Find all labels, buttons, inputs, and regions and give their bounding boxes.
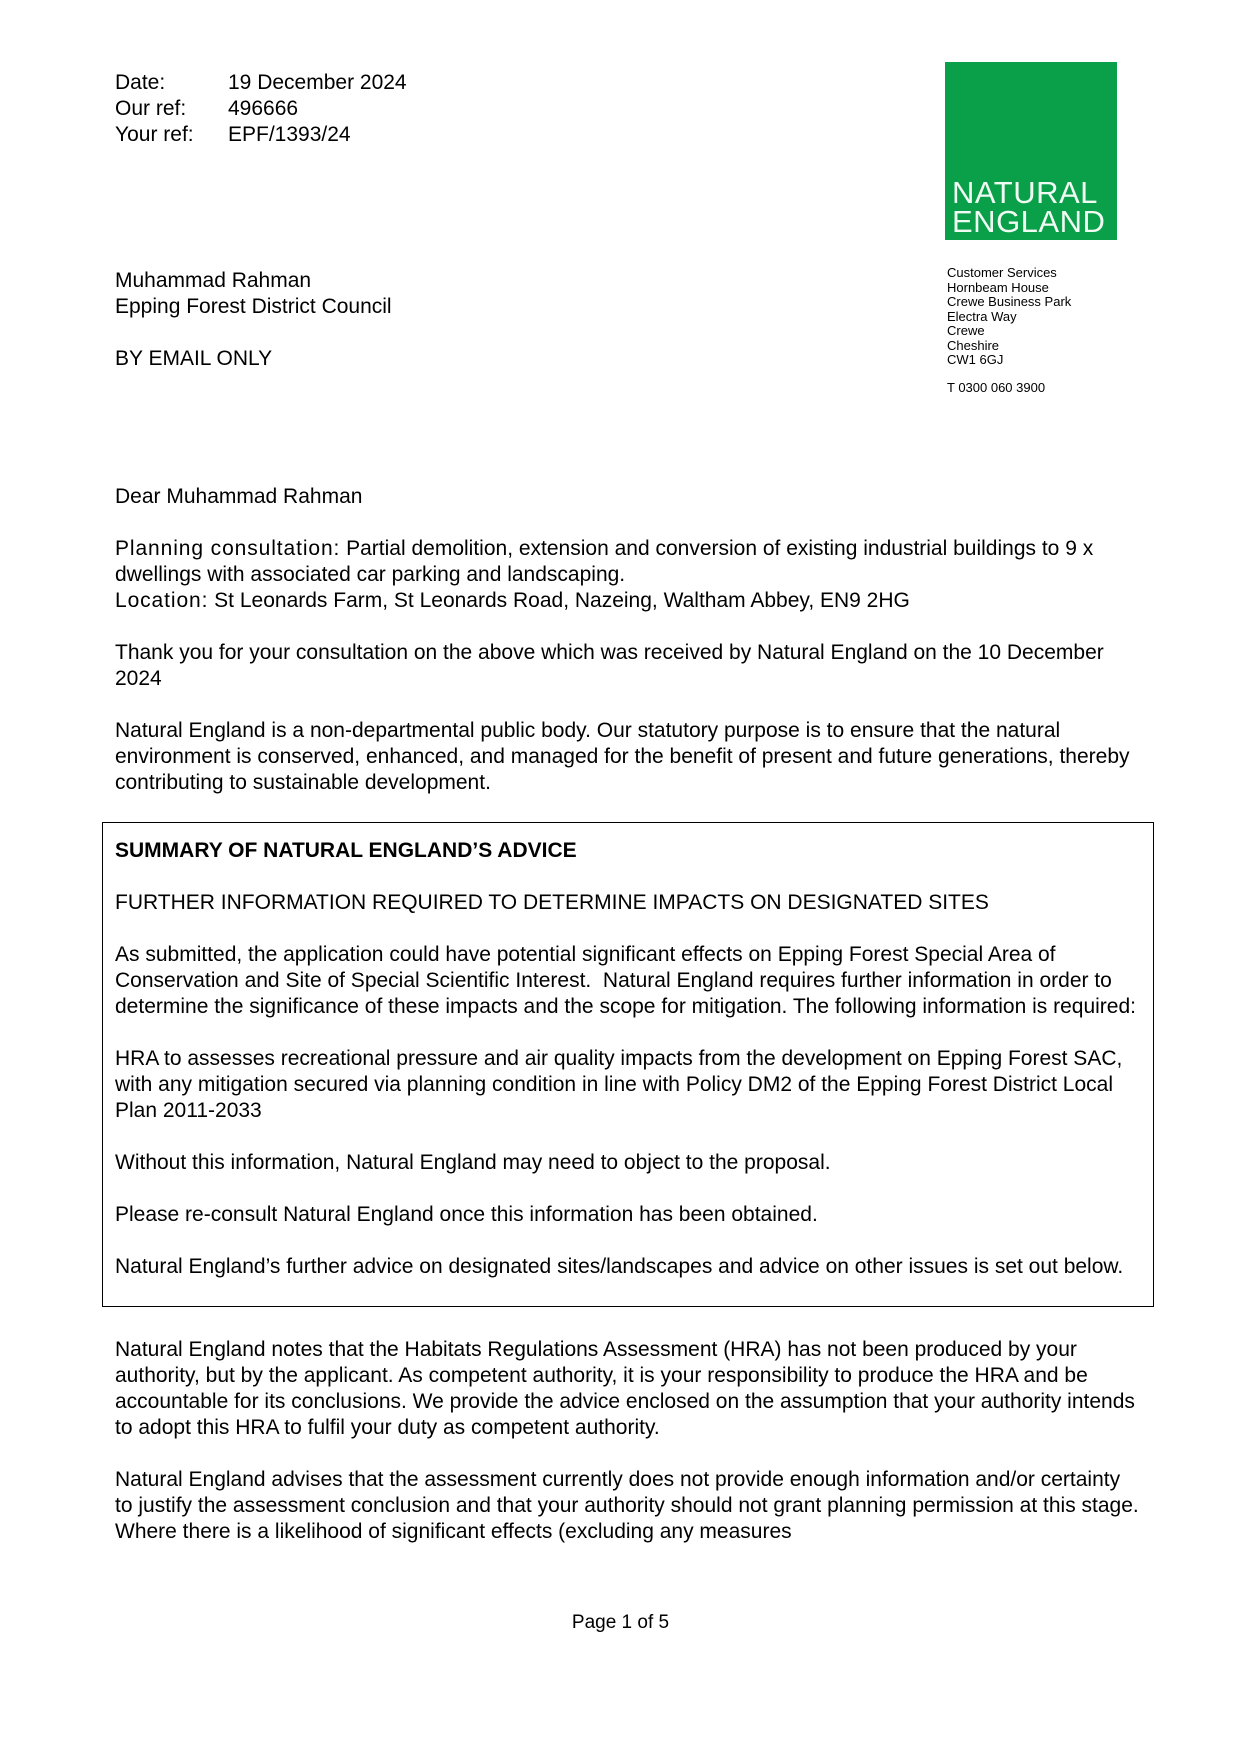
- sender-address-line: CW1 6GJ: [947, 352, 1004, 367]
- subject-text: Partial demolition, extension and conversion of existing industrial buildings to 9 x dwellings with associated car parking and landscaping.: [115, 537, 1094, 586]
- sender-phone: T 0300 060 3900: [947, 379, 1046, 395]
- thanks-paragraph: Thank you for your consultation on the above which was received by Natural England on the 10 December 2024: [115, 641, 1104, 690]
- logo-line-1: NATURAL: [952, 175, 1098, 210]
- date-value: 19 December 2024: [228, 71, 407, 94]
- sender-address-block: [947, 266, 1071, 395]
- letter-body: [115, 484, 1141, 1571]
- summary-box-title: SUMMARY OF NATURAL ENGLAND’S ADVICE: [115, 839, 577, 862]
- summary-box-paragraph: Without this information, Natural England may need to object to the proposal.: [115, 1151, 831, 1174]
- your-ref-label: Your ref:: [115, 123, 194, 146]
- sender-address-line: Electra Way: [947, 308, 1017, 324]
- your-ref-value: EPF/1393/24: [228, 123, 351, 146]
- purpose-paragraph: Natural England is a non-departmental public body. Our statutory purpose is to ensure that the natural environment is conserved, enhanced, and managed for the benefit of present and future generations, thereby contributing to sustainable development.: [115, 719, 1130, 794]
- summary-box-paragraph: Please re-consult Natural England once this information has been obtained.: [115, 1203, 818, 1226]
- summary-box-paragraph: HRA to assesses recreational pressure and air quality impacts from the development on Epping Forest SAC, with any mitigation secured via planning condition in line with Policy DM2 of the Epping Forest District Local Plan 2011-2033: [115, 1047, 1129, 1122]
- location-text: St Leonards Farm, St Leonards Road, Nazeing, Waltham Abbey, EN9 2HG: [208, 589, 910, 612]
- sender-address-line: Crewe: [947, 323, 985, 338]
- summary-box-subtitle: FURTHER INFORMATION REQUIRED TO DETERMINE IMPACTS ON DESIGNATED SITES: [115, 891, 989, 914]
- recipient-organisation: Epping Forest District Council: [115, 295, 392, 318]
- sender-address-line: Hornbeam House: [947, 279, 1049, 295]
- hra-advises-paragraph: Natural England advises that the assessment currently does not provide enough information and/or certainty to justify the assessment conclusion and that your authority should not grant planning permission at this stage. Where there is a likelihood of significant effects (excluding any measures: [115, 1468, 1139, 1543]
- reference-block: [115, 70, 407, 148]
- logo-line-2: ENGLAND: [952, 204, 1106, 239]
- date-row: [115, 70, 407, 96]
- hra-notes-paragraph: Natural England notes that the Habitats Regulations Assessment (HRA) has not been produced by your authority, but by the applicant. As competent authority, it is your responsibility to produce the HRA and be accountable for its conclusions. We provide the advice enclosed on the assumption that your authority intends to adopt this HRA to fulfil your duty as competent authority.: [115, 1338, 1135, 1439]
- your-ref-row: [115, 122, 407, 148]
- our-ref-row: [115, 96, 407, 122]
- delivery-method: BY EMAIL ONLY: [115, 347, 273, 370]
- summary-box-paragraph: As submitted, the application could have potential significant effects on Epping Forest Special Area of Conservation and Site of Special Scientific Interest. Natural England requires further information in order to determine the significance of these impacts and the scope for mitigation. The following information is required:: [115, 943, 1136, 1018]
- salutation: Dear Muhammad Rahman: [115, 485, 363, 508]
- date-label: Date:: [115, 71, 166, 94]
- page-indicator: Page 1 of 5: [571, 1612, 670, 1633]
- natural-england-logo-text: [945, 175, 1106, 240]
- recipient-name: Muhammad Rahman: [115, 269, 312, 292]
- subject-label: Planning consultation:: [115, 537, 341, 560]
- summary-of-advice-box: [102, 822, 1154, 1307]
- natural-england-logo: [945, 62, 1117, 240]
- sender-address-line: Crewe Business Park: [947, 294, 1072, 309]
- location-label: Location:: [115, 589, 209, 612]
- sender-address-line: Cheshire: [947, 337, 1000, 353]
- subject-paragraph: [115, 536, 1141, 614]
- our-ref-label: Our ref:: [115, 97, 187, 120]
- recipient-block: [115, 268, 392, 372]
- our-ref-value: 496666: [228, 97, 299, 120]
- sender-address-line: Customer Services: [947, 265, 1057, 280]
- summary-box-paragraph: Natural England’s further advice on designated sites/landscapes and advice on other issues is set out below.: [115, 1255, 1124, 1278]
